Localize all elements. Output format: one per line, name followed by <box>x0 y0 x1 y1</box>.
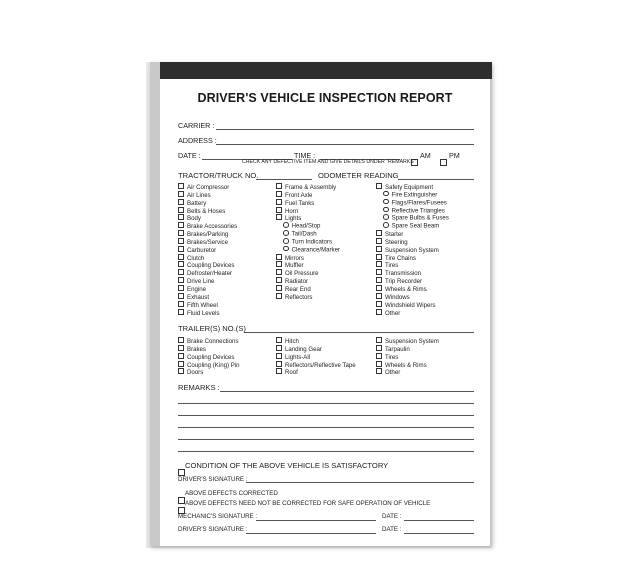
checkbox[interactable] <box>178 191 184 197</box>
checklist-item-label: Reflectors/Reflective Tape <box>285 361 356 369</box>
checklist-item[interactable] <box>178 269 237 277</box>
tractor-column-2 <box>276 183 340 301</box>
driver-signature-label: DRIVER'S SIGNATURE : <box>178 476 248 483</box>
checklist-item-label: Hitch <box>285 338 299 345</box>
checklist-item[interactable] <box>276 254 340 262</box>
carrier-line[interactable] <box>216 129 474 130</box>
mechanic-signature-line[interactable] <box>256 520 376 521</box>
checkbox[interactable] <box>178 301 184 307</box>
checklist-item-label: Defroster/Heater <box>187 270 233 278</box>
checklist-item-label: Brakes/Parking <box>187 231 229 239</box>
checklist-item[interactable] <box>376 246 449 254</box>
checkbox[interactable] <box>276 254 282 260</box>
checklist-item[interactable] <box>376 269 449 277</box>
report-sheet <box>160 79 490 546</box>
checklist-item[interactable] <box>178 207 237 215</box>
checklist-item-label: Flags/Flares/Fusees <box>391 199 447 207</box>
instruction-text: CHECK ANY DEFECTIVE ITEM AND GIVE DETAILS UNDER "REMARKS" <box>242 159 416 165</box>
checklist-item-label: Tail/Dash <box>291 230 317 238</box>
checkbox[interactable] <box>276 207 282 213</box>
trailer-column-1 <box>178 337 240 376</box>
checklist-item-label: Tires <box>385 353 399 361</box>
checkbox[interactable] <box>376 183 382 189</box>
checkbox[interactable] <box>178 277 184 283</box>
checklist-item[interactable] <box>376 353 439 361</box>
checklist-item-label: Steering <box>385 238 408 246</box>
driver-signature-2-label: DRIVER'S SIGNATURE : <box>178 526 248 533</box>
checklist-item[interactable] <box>178 345 240 353</box>
am-label: AM <box>420 151 431 160</box>
checklist-item-label: Reflectors <box>285 293 313 301</box>
remarks-line-2[interactable] <box>178 403 474 404</box>
checkbox[interactable] <box>376 293 382 299</box>
checklist-item-label: Spare Bulbs & Fuses <box>391 214 449 222</box>
checkbox[interactable] <box>376 285 382 291</box>
checklist-item-label: Lights <box>285 215 302 223</box>
checklist-item-label: Wheels & Rims <box>385 361 427 369</box>
checklist-item-label: Landing Gear <box>285 345 322 353</box>
checklist-item[interactable] <box>276 238 340 246</box>
checklist-item[interactable] <box>376 285 449 293</box>
checklist-item[interactable] <box>276 368 356 376</box>
checklist-item-label: Fifth Wheel <box>187 301 218 309</box>
checklist-item[interactable] <box>178 277 237 285</box>
checkbox[interactable] <box>276 214 282 220</box>
checkbox[interactable] <box>376 261 382 267</box>
remarks-line-5[interactable] <box>178 439 474 440</box>
checklist-item-label: Trip Recorder <box>385 278 423 286</box>
checkbox[interactable] <box>276 269 282 275</box>
checklist-item-label: Safety Equipment <box>385 184 434 191</box>
checklist-item-label: Coupling Devices <box>187 353 235 361</box>
checkbox[interactable] <box>178 353 184 359</box>
checklist-item[interactable] <box>376 301 449 309</box>
report-title: DRIVER'S VEHICLE INSPECTION REPORT <box>197 91 453 105</box>
driver-signature-2-line[interactable] <box>246 533 376 534</box>
checklist-item[interactable] <box>178 301 237 309</box>
checklist-item[interactable] <box>178 293 237 301</box>
checklist-item[interactable] <box>376 361 439 369</box>
checklist-item[interactable] <box>376 345 439 353</box>
checkbox[interactable] <box>178 207 184 213</box>
checklist-item-label: Drive Line <box>187 278 215 286</box>
checklist-item[interactable] <box>376 238 449 246</box>
odometer-line[interactable] <box>398 179 474 180</box>
checklist-item-label: Spare Seal Beam <box>391 222 440 230</box>
checklist-item-label: Horn <box>285 207 299 215</box>
checklist-item-label: Doors <box>187 369 204 377</box>
checkbox[interactable] <box>376 269 382 275</box>
checkbox[interactable] <box>376 345 382 351</box>
checkbox[interactable] <box>376 353 382 359</box>
checklist-item[interactable] <box>376 214 449 222</box>
checklist-item-label: Brake Accessories <box>187 223 238 231</box>
checkbox[interactable] <box>178 214 184 220</box>
mechanic-date-line[interactable] <box>404 520 474 521</box>
pad-binding <box>160 62 492 79</box>
checklist-item-label: Clearance/Marker <box>291 246 341 254</box>
checklist-item[interactable] <box>276 293 340 301</box>
checklist-item[interactable] <box>376 230 449 238</box>
checklist-item-label: Body <box>187 215 201 223</box>
checklist-item-label: Other <box>385 369 401 377</box>
odometer-heading: ODOMETER READING <box>318 171 399 180</box>
checklist-item-label: Roof <box>285 369 298 377</box>
checkbox[interactable] <box>178 293 184 299</box>
checkbox[interactable] <box>276 183 282 189</box>
checklist-item[interactable] <box>276 246 340 254</box>
checklist-item[interactable] <box>276 285 340 293</box>
address-line[interactable] <box>216 144 474 145</box>
remarks-label: REMARKS : <box>178 383 220 392</box>
checkbox[interactable] <box>178 183 184 189</box>
checkbox[interactable] <box>276 337 282 343</box>
checklist-item-label: Brakes/Service <box>187 238 228 246</box>
checklist-item[interactable] <box>276 183 340 191</box>
checklist-item-label: Frame & Assembly <box>285 184 337 191</box>
checklist-item-label: Air Compressor <box>187 184 230 191</box>
checklist-item[interactable] <box>178 222 237 230</box>
checklist-item[interactable] <box>376 222 449 230</box>
checkbox[interactable] <box>376 309 382 315</box>
checklist-item-label: Windows <box>385 293 410 301</box>
checkbox[interactable] <box>276 191 282 197</box>
checklist-item[interactable] <box>178 199 237 207</box>
checklist-item[interactable] <box>376 254 449 262</box>
checkbox[interactable] <box>178 230 184 236</box>
checkbox[interactable] <box>276 368 282 374</box>
checkbox[interactable] <box>178 345 184 351</box>
checklist-item[interactable] <box>178 183 237 191</box>
checklist-item-label: Head/Stop <box>291 222 321 230</box>
radio-circle[interactable] <box>283 246 289 252</box>
checkbox[interactable] <box>178 269 184 275</box>
carrier-label: CARRIER : <box>178 121 215 130</box>
trailer-column-3 <box>376 337 439 376</box>
remarks-line-6[interactable] <box>178 451 474 452</box>
radio-circle[interactable] <box>383 191 389 197</box>
checklist-item[interactable] <box>276 222 340 230</box>
checklist-item-label: Fluid Levels <box>187 309 220 317</box>
checklist-item[interactable] <box>276 361 356 369</box>
trailer-column-2 <box>276 337 356 376</box>
checklist-item-label: Wheels & Rims <box>385 285 427 293</box>
checklist-item[interactable] <box>178 261 237 269</box>
checkbox[interactable] <box>178 261 184 267</box>
checklist-item[interactable] <box>178 246 237 254</box>
checkbox[interactable] <box>276 277 282 283</box>
checklist-item-label: Fuel Tanks <box>285 199 315 207</box>
checkbox[interactable] <box>178 368 184 374</box>
defects-corrected-label: ABOVE DEFECTS CORRECTED <box>185 490 278 497</box>
radio-circle[interactable] <box>283 230 289 236</box>
checklist-item[interactable] <box>376 207 449 215</box>
checklist-item-label: Reflective Triangles <box>391 207 445 215</box>
driver-signature-line[interactable] <box>246 482 474 483</box>
checklist-item[interactable] <box>376 309 449 317</box>
radio-circle[interactable] <box>383 222 389 228</box>
checkbox[interactable] <box>178 309 184 315</box>
checkbox[interactable] <box>376 361 382 367</box>
checklist-item-label: Starter <box>385 231 404 239</box>
checklist-item[interactable] <box>178 337 240 345</box>
checkbox[interactable] <box>178 254 184 260</box>
checkbox[interactable] <box>276 353 282 359</box>
checklist-item-label: Front Axle <box>285 191 313 199</box>
checklist-item-label: Belts & Hoses <box>187 207 226 215</box>
checkbox[interactable] <box>376 230 382 236</box>
checklist-item[interactable] <box>276 353 356 361</box>
checklist-item[interactable] <box>376 277 449 285</box>
checkbox[interactable] <box>276 293 282 299</box>
checkbox[interactable] <box>276 199 282 205</box>
checkbox[interactable] <box>178 238 184 244</box>
checklist-item[interactable] <box>376 183 449 191</box>
date-label: DATE : <box>178 151 201 160</box>
checklist-item-label: Engine <box>187 285 206 293</box>
checkbox[interactable] <box>376 246 382 252</box>
checklist-item-label: Other <box>385 309 401 317</box>
checklist-item[interactable] <box>276 337 356 345</box>
checkbox[interactable] <box>276 361 282 367</box>
checklist-item[interactable] <box>178 368 240 376</box>
checklist-item[interactable] <box>276 345 356 353</box>
checklist-item[interactable] <box>276 207 340 215</box>
tractor-heading: TRACTOR/TRUCK NO. <box>178 171 259 180</box>
checklist-item-label: Clutch <box>187 254 205 262</box>
checklist-item-label: Fire Extinguisher <box>391 191 438 199</box>
checklist-item-label: Oil Pressure <box>285 270 319 278</box>
checkbox[interactable] <box>376 238 382 244</box>
checklist-item-label: Lights-All <box>285 353 311 361</box>
checklist-item[interactable] <box>178 230 237 238</box>
checklist-item-label: Tires <box>385 262 399 270</box>
address-label: ADDRESS : <box>178 136 217 145</box>
checklist-item-label: Turn Indicators <box>291 238 333 246</box>
radio-circle[interactable] <box>283 222 289 228</box>
checklist-item-label: Coupling Devices <box>187 262 235 270</box>
checklist-item[interactable] <box>178 309 237 317</box>
checkbox[interactable] <box>178 222 184 228</box>
checklist-item[interactable] <box>376 368 439 376</box>
tractor-column-3 <box>376 183 449 316</box>
remarks-line-4[interactable] <box>178 427 474 428</box>
driver-date-line[interactable] <box>404 533 474 534</box>
checkbox[interactable] <box>276 261 282 267</box>
checklist-item[interactable] <box>276 277 340 285</box>
checklist-item-label: Tire Chains <box>385 254 416 262</box>
checklist-item-label: Radiator <box>285 278 309 286</box>
checklist-item-label: Tarpaulin <box>385 345 410 353</box>
checklist-item[interactable] <box>276 230 340 238</box>
checklist-item[interactable] <box>376 337 439 345</box>
checklist-item[interactable] <box>276 269 340 277</box>
checklist-item-label: Carburetor <box>187 246 217 254</box>
checklist-item[interactable] <box>276 214 340 222</box>
checklist-item[interactable] <box>376 199 449 207</box>
remarks-line-3[interactable] <box>178 415 474 416</box>
radio-circle[interactable] <box>383 214 389 220</box>
checkbox[interactable] <box>276 345 282 351</box>
checkbox[interactable] <box>376 254 382 260</box>
checklist-item-label: Muffler <box>285 262 304 270</box>
checklist-item[interactable] <box>376 293 449 301</box>
checklist-item-label: Brake Connections <box>187 338 239 345</box>
radio-circle[interactable] <box>283 238 289 244</box>
checklist-item[interactable] <box>178 191 237 199</box>
checklist-item-label: Air Lines <box>187 191 211 199</box>
checklist-item[interactable] <box>178 285 237 293</box>
checklist-item-label: Rear End <box>285 285 311 293</box>
tractor-column-1 <box>178 183 237 316</box>
checkbox[interactable] <box>178 246 184 252</box>
tractor-line[interactable] <box>256 179 312 180</box>
satisfactory-label: CONDITION OF THE ABOVE VEHICLE IS SATISFACTORY <box>185 461 389 470</box>
checklist-item[interactable] <box>178 238 237 246</box>
checkbox[interactable] <box>178 285 184 291</box>
trailer-line[interactable] <box>244 332 474 333</box>
checklist-item-label: Exhaust <box>187 293 210 301</box>
checklist-item[interactable] <box>376 261 449 269</box>
driver-date-label: DATE : <box>382 526 402 533</box>
checklist-item-label: Battery <box>187 199 207 207</box>
radio-circle[interactable] <box>383 199 389 205</box>
checklist-item[interactable] <box>178 254 237 262</box>
checklist-item-label: Mirrors <box>285 254 304 262</box>
checklist-item[interactable] <box>178 361 240 369</box>
checkbox[interactable] <box>376 277 382 283</box>
checklist-item-label: Transmission <box>385 270 422 278</box>
trailer-heading: TRAILER(S) NO.(S) <box>178 324 246 333</box>
checkbox[interactable] <box>178 337 184 343</box>
checkbox[interactable] <box>376 368 382 374</box>
checklist-item-label: Windshield Wipers <box>385 301 436 309</box>
checkbox[interactable] <box>376 337 382 343</box>
checkbox[interactable] <box>276 285 282 291</box>
checkbox[interactable] <box>178 199 184 205</box>
checklist-item[interactable] <box>376 191 449 199</box>
mechanic-date-label: DATE : <box>382 513 402 520</box>
checklist-item-label: Brakes <box>187 345 206 353</box>
checklist-item-label: Suspension System <box>385 338 439 345</box>
checklist-item[interactable] <box>276 261 340 269</box>
defects-not-needed-label: ABOVE DEFECTS NEED NOT BE CORRECTED FOR SAFE OPERATION OF VEHICLE <box>185 500 431 507</box>
pm-label: PM <box>449 151 460 160</box>
checklist-item[interactable] <box>276 191 340 199</box>
checkbox[interactable] <box>376 301 382 307</box>
mechanic-signature-label: MECHANIC'S SIGNATURE : <box>178 513 258 520</box>
radio-circle[interactable] <box>383 207 389 213</box>
checkbox[interactable] <box>178 361 184 367</box>
remarks-line-1[interactable] <box>220 391 474 392</box>
checklist-item[interactable] <box>276 199 340 207</box>
checklist-item[interactable] <box>178 353 240 361</box>
checklist-item-label: Suspension System <box>385 246 439 254</box>
checklist-item[interactable] <box>178 214 237 222</box>
checklist-item-label: Coupling (King) Pin <box>187 361 240 369</box>
time-label: TIME : <box>294 151 316 160</box>
pm-checkbox[interactable] <box>440 152 447 170</box>
